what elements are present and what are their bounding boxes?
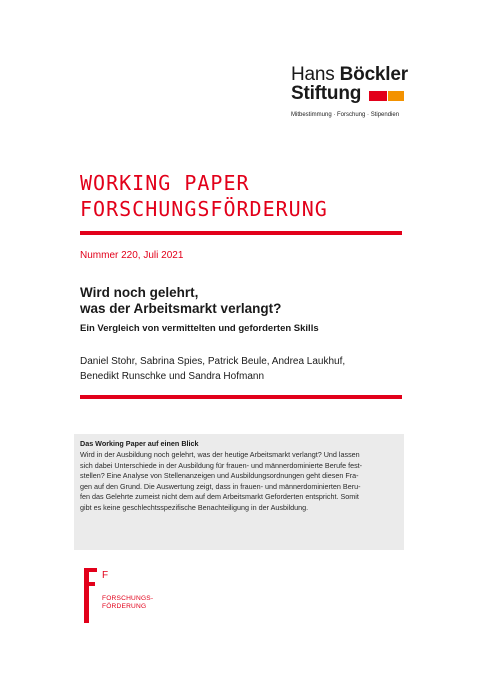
summary-line: Wird in der Ausbildung noch gelehrt, was der heutige Arbeitsmarkt verlangt? Und lassen bbox=[80, 450, 360, 459]
series-title-line1: WORKING PAPER bbox=[80, 171, 250, 195]
brand-name-part2: Böckler bbox=[339, 64, 408, 85]
brand-orange-bar bbox=[388, 91, 404, 101]
authors bbox=[80, 355, 345, 384]
series-title-line2: FORSCHUNGSFÖRDERUNG bbox=[80, 197, 328, 221]
issue-number: Nummer 220, Juli 2021 bbox=[80, 250, 184, 261]
authors-line2: Benedikt Runschke und Sandra Hofmann bbox=[80, 370, 265, 382]
paper-title bbox=[80, 285, 281, 317]
paper-subtitle: Ein Vergleich von vermittelten und geforderten Skills bbox=[80, 323, 319, 334]
summary-line: stellen? Eine Analyse von Stellenanzeigen und Ausbildungsordnungen geht diesen Fra- bbox=[80, 471, 359, 481]
ff-logo-letter: F bbox=[102, 570, 109, 581]
summary-line: fen das Gelehrte zumeist nicht dem auf dem Arbeitsmarkt Geforderten entspricht. Somit bbox=[80, 492, 359, 502]
brand-name-line2: Stiftung bbox=[291, 83, 362, 104]
summary-line: sich dabei Unterschiede in der Ausbildung für frauen- und männerdominierte Berufe fest- bbox=[80, 460, 363, 470]
summary-line: gibt es keine geschlechtsspezifische Benachteiligung in der Ausbildung. bbox=[80, 502, 309, 512]
ff-logo-text-line2: FÖRDERUNG bbox=[102, 603, 147, 610]
brand-red-bar bbox=[369, 91, 387, 101]
paper-title-line1: Wird noch gelehrt, bbox=[80, 285, 199, 300]
brand-name-part1: Hans bbox=[291, 64, 340, 85]
divider-top bbox=[80, 231, 402, 235]
paper-title-line2: was der Arbeitsmarkt verlangt? bbox=[80, 301, 282, 316]
summary-heading: Das Working Paper auf einen Blick bbox=[80, 439, 199, 448]
brand-tagline: Mitbestimmung · Forschung · Stipendien bbox=[291, 112, 400, 118]
summary-text bbox=[80, 450, 402, 514]
series-title bbox=[80, 170, 328, 222]
divider-bottom bbox=[80, 395, 402, 399]
ff-logo-text-line1: FORSCHUNGS- bbox=[102, 595, 154, 602]
ff-logo-text bbox=[102, 595, 153, 611]
authors-line1: Daniel Stohr, Sabrina Spies, Patrick Beule, Andrea Laukhuf, bbox=[80, 356, 346, 367]
summary-line: gen auf den Grund. Die Auswertung zeigt, dass in frauen- und männerdominierten Beru- bbox=[80, 481, 361, 491]
